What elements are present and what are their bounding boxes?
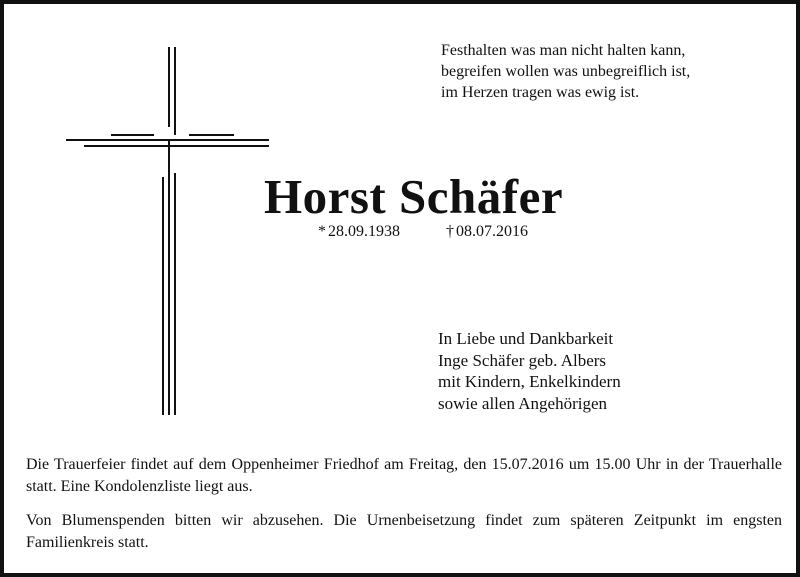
cross-icon bbox=[64, 47, 274, 417]
death-cross-icon: † bbox=[446, 223, 454, 240]
flowers-notice: Von Blumenspenden bitten wir abzusehen. Die Urnenbeisetzung findet zum späteren Zeitpunkt im engsten Familienkreis statt. bbox=[26, 512, 782, 551]
poem-line: Festhalten was man nicht halten kann, bbox=[441, 42, 686, 59]
mourners-line: sowie allen Angehörigen bbox=[438, 393, 608, 413]
birth-star-icon: * bbox=[318, 223, 326, 240]
death-date bbox=[446, 223, 528, 241]
mourners-block bbox=[438, 328, 621, 414]
funeral-notice: Die Trauerfeier findet auf dem Oppenheimer Friedhof am Freitag, den 15.07.2016 um 15.00 Uhr in der Trauerhalle statt. Eine Kondolenzliste liegt aus. bbox=[26, 456, 782, 495]
birth-date bbox=[318, 223, 400, 241]
birth-date-value: 28.09.1938 bbox=[328, 223, 400, 240]
poem-line: im Herzen tragen was ewig ist. bbox=[441, 84, 640, 101]
mourners-line: mit Kindern, Enkelkindern bbox=[438, 372, 621, 391]
poem bbox=[441, 40, 690, 103]
mourners-line: Inge Schäfer geb. Albers bbox=[438, 350, 607, 370]
death-date-value: 08.07.2016 bbox=[456, 223, 528, 240]
mourners-line: In Liebe und Dankbarkeit bbox=[438, 329, 614, 348]
poem-line: begreifen wollen was unbegreiflich ist, bbox=[441, 63, 691, 80]
deceased-name: Horst Schäfer bbox=[264, 169, 564, 224]
